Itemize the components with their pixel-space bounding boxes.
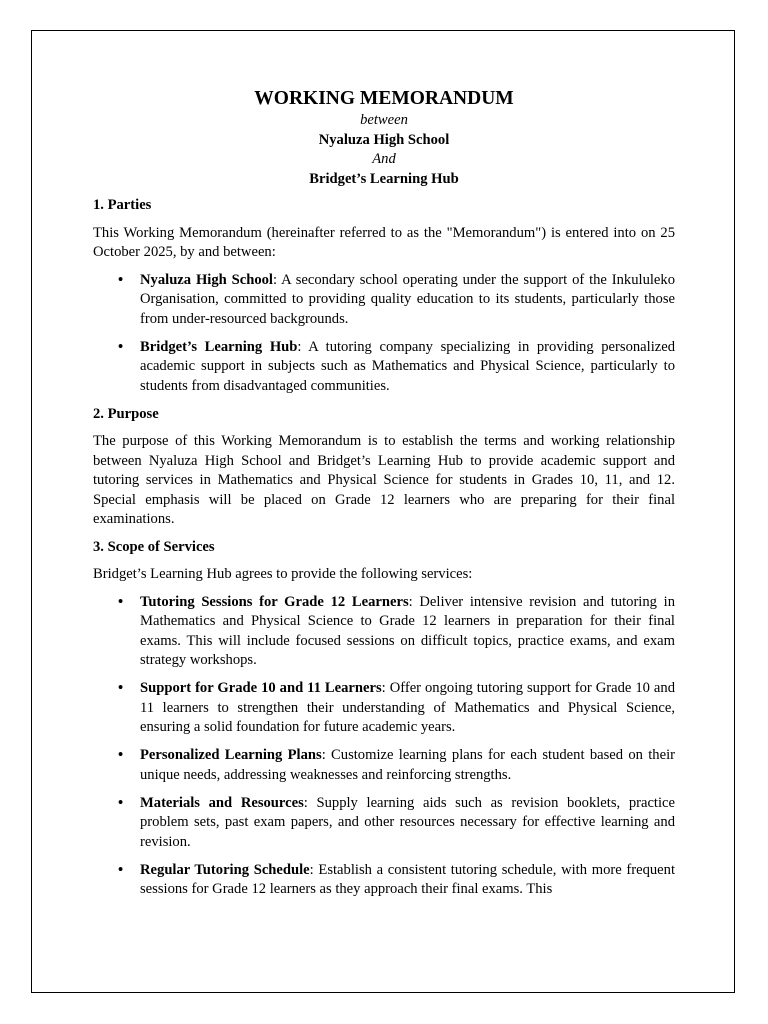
section-heading-parties: 1. Parties — [93, 197, 152, 213]
document-content — [93, 87, 675, 908]
document-page — [31, 30, 735, 993]
list-item-term: Personalized Learning Plans — [140, 747, 322, 763]
scope-intro: Bridget’s Learning Hub agrees to provide the following services: — [93, 566, 473, 582]
list-item-desc: : A tutoring company specializing in providing personalized academic support in subjects such as Mathematics and Physical Science, particularly to students from disadvantaged communities. — [140, 338, 675, 394]
list-item-term: Regular Tutoring Schedule — [140, 861, 310, 878]
party-b-name: Bridget’s Learning Hub — [309, 170, 459, 187]
list-item-term: Materials and Resources — [140, 794, 304, 811]
parties-list — [93, 271, 675, 397]
list-item-term: Support for Grade 10 and 11 Learners — [140, 680, 382, 696]
list-item-term: Tutoring Sessions for Grade 12 Learners — [140, 593, 409, 610]
list-item-term: Nyaluza High School — [140, 271, 273, 288]
list-item-desc: : Deliver intensive revision and tutoring in Mathematics and Physical Science to Grade 12 learners in preparation for their final exams. This will include focused sessions on difficult topics, practice exams, and exam strategy workshops. — [140, 593, 675, 668]
list-item-desc: : A secondary school operating under the support of the Inkululeko Organisation, committed to providing quality education to its students, particularly those from under-resourced backgrounds. — [140, 271, 675, 327]
list-item-desc: : Establish a consistent tutoring schedule, with more frequent sessions for Grade 12 learners as they approach their final exams. This — [140, 861, 676, 897]
list-item — [140, 679, 675, 738]
list-item-desc: : Customize learning plans for each student based on their unique needs, addressing weaknesses and reinforcing strengths. — [140, 747, 675, 783]
list-item-desc: : Supply learning aids such as revision booklets, practice problem sets, past exam papers, and other resources necessary for effective learning and revision. — [140, 794, 675, 850]
list-item — [140, 794, 675, 853]
list-item-desc: : Offer ongoing tutoring support for Grade 10 and 11 learners to strengthen their understanding of Mathematics and Physical Science, ensuring a solid foundation for future academic years. — [140, 680, 675, 735]
party-a-name: Nyaluza High School — [318, 131, 450, 148]
list-item-term: Bridget’s Learning Hub — [140, 338, 298, 355]
purpose-text: The purpose of this Working Memorandum is to establish the terms and working relationship between Nyaluza High School and Bridget’s Learning Hub to provide academic support and tutoring services in Mathematics and Physical Science for students in Grades 10, 11, and 12. Special emphasis will be placed on Grade 12 learners who are preparing for their final examinations. — [93, 433, 675, 527]
document-title: WORKING MEMORANDUM — [254, 88, 514, 109]
section-heading-scope: 3. Scope of Services — [93, 538, 215, 555]
parties-intro: This Working Memorandum (hereinafter referred to as the "Memorandum") is entered into on 25 October 2025, by and between: — [93, 224, 675, 260]
and-label: And — [372, 151, 396, 167]
between-label: between — [360, 112, 408, 128]
list-item — [140, 861, 675, 900]
list-item — [140, 746, 675, 785]
list-item — [140, 593, 675, 671]
list-item — [140, 271, 675, 330]
scope-list — [93, 593, 675, 900]
list-item — [140, 338, 675, 397]
section-heading-purpose: 2. Purpose — [93, 405, 159, 422]
